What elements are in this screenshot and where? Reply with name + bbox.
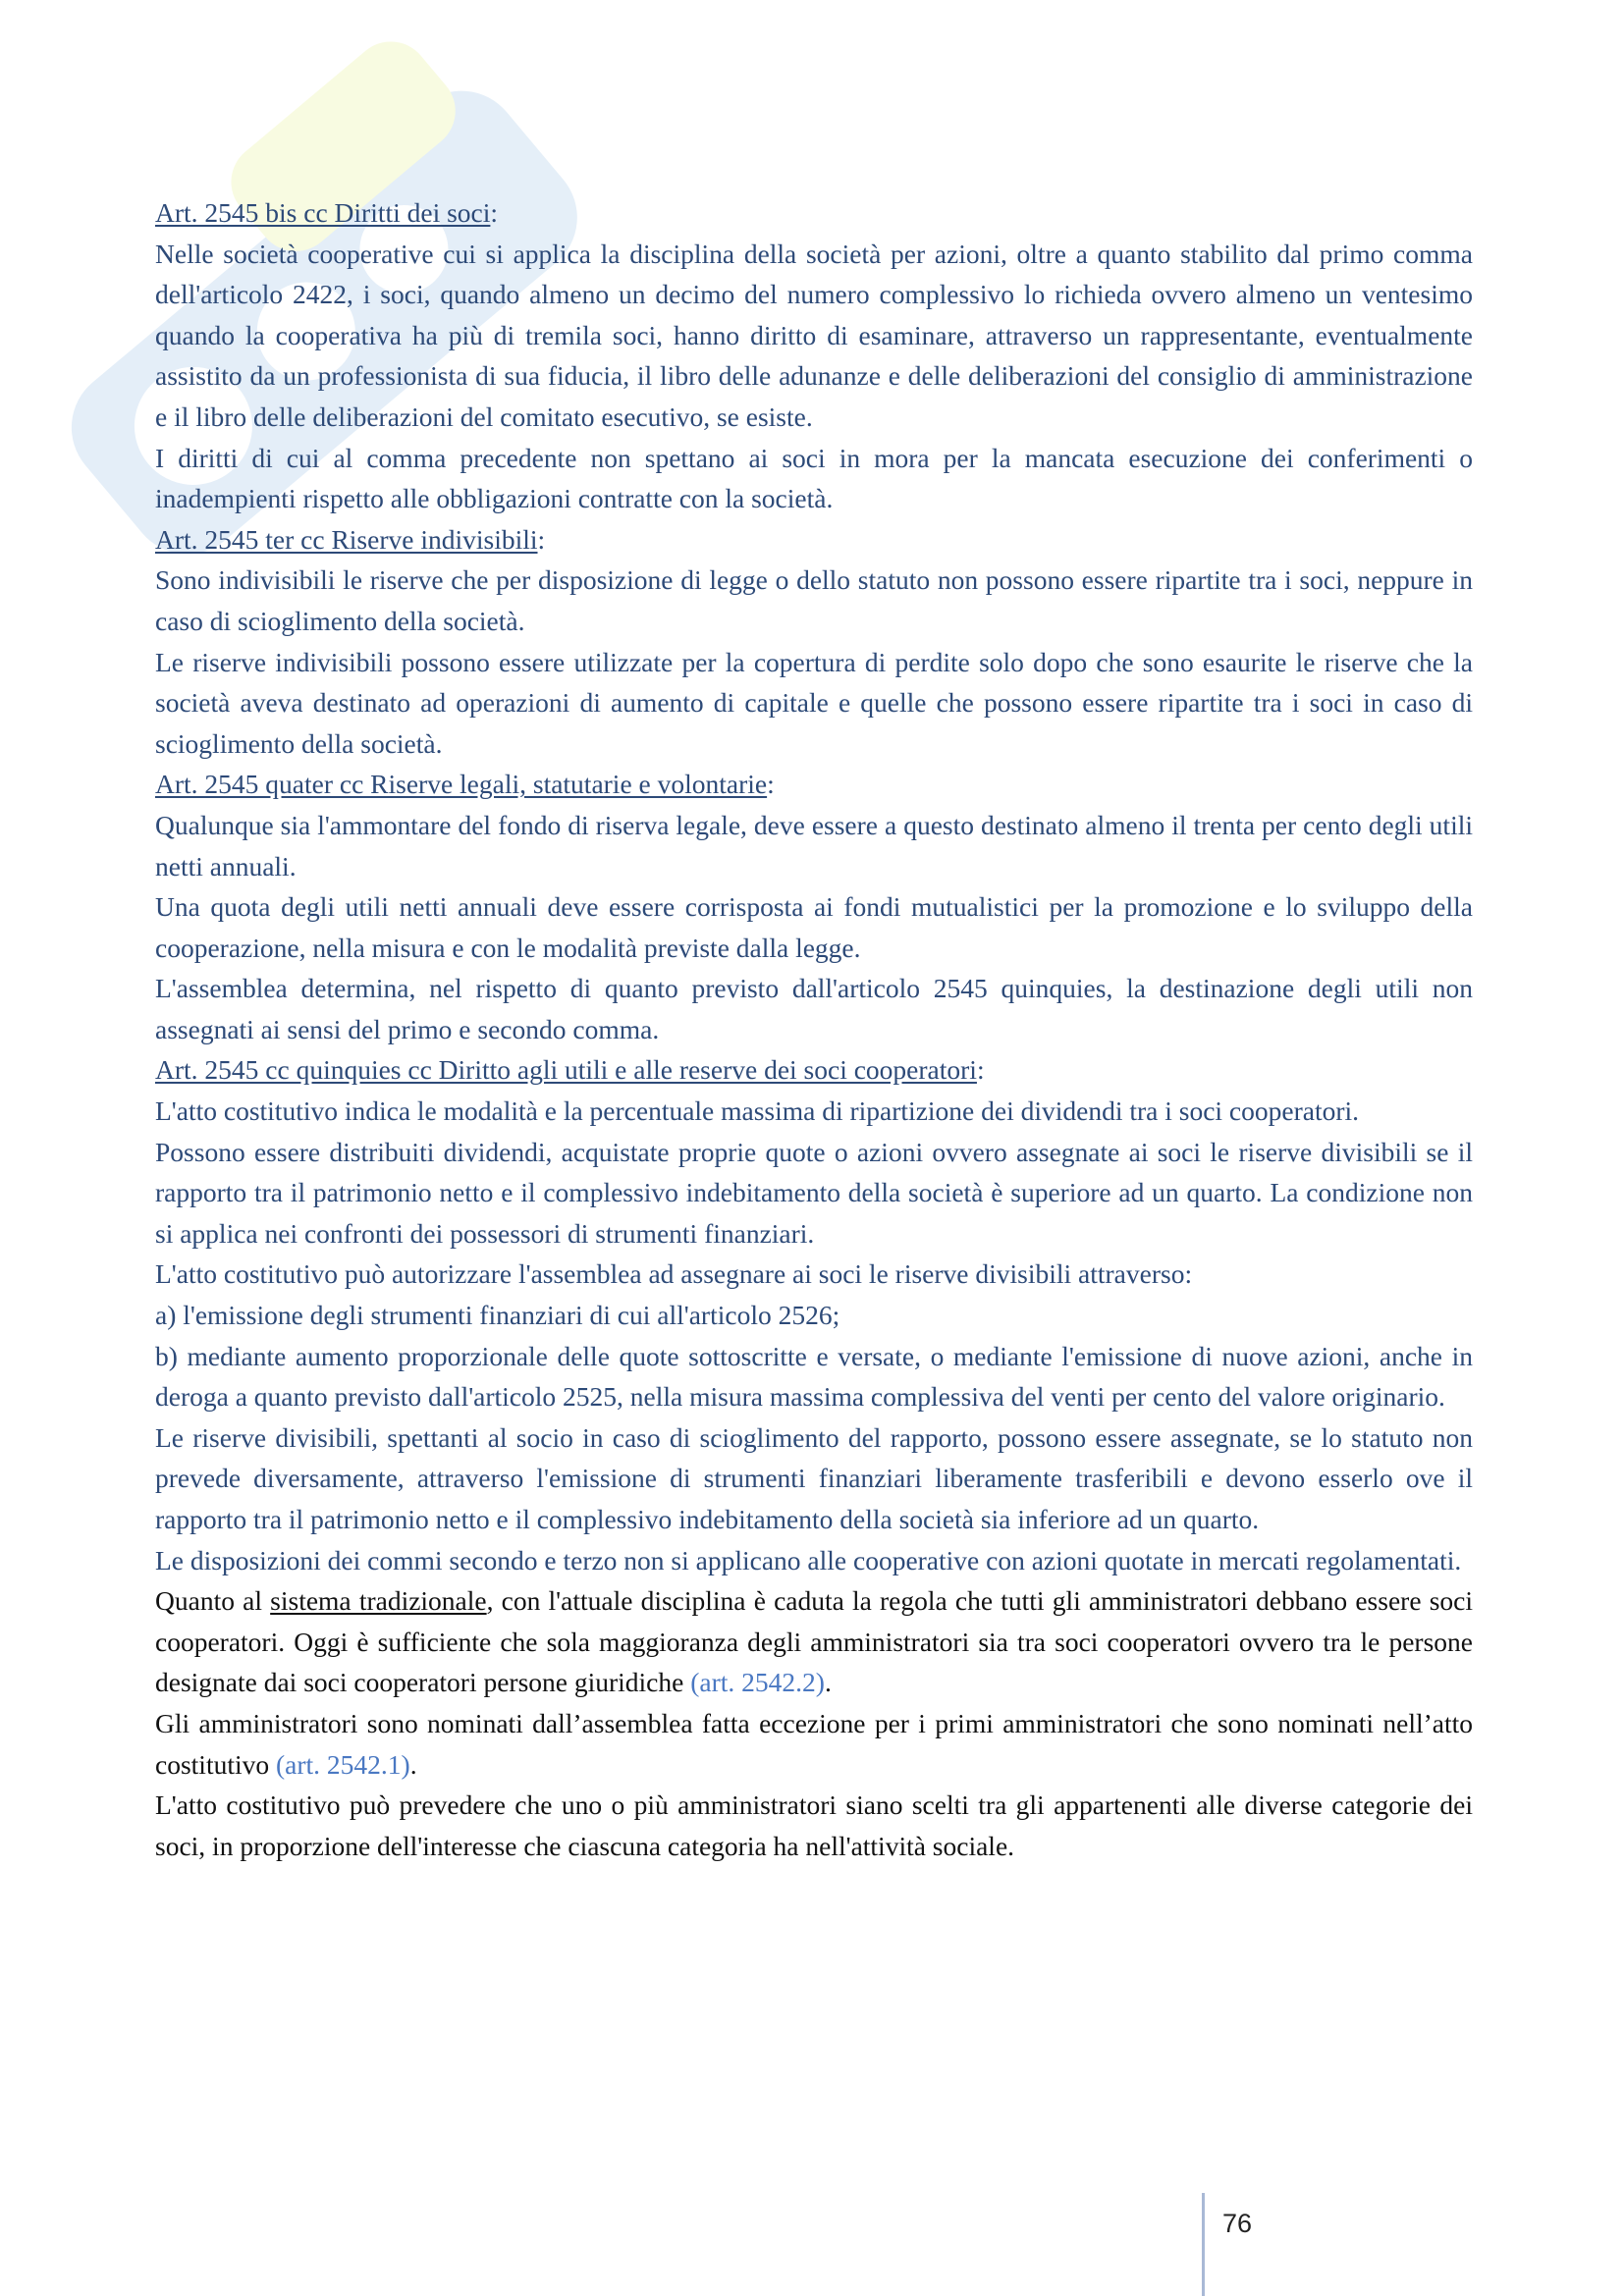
commentary-paragraph: Quanto al sistema tradizionale, con l'attuale disciplina è caduta la regola che tutti gli amministratori debbano essere soci cooperatori. Oggi è sufficiente che sola maggioranza degli amministratori sia tra soci cooperatori ovvero tra le persone designate dai soci cooperatori persone giuridiche (art. 2542.2). [155,1585,1473,1698]
art-2545-bis-heading: Art. 2545 bis cc Diritti dei soci: [155,197,499,228]
article-reference: (art. 2542.2) [690,1667,825,1698]
paragraph: Le riserve indivisibili possono essere utilizzate per la copertura di perdite solo dopo che sono esaurite le riserve che la società aveva destinato ad operazioni di aumento di capitale e quelle che possono essere ripartite tra i soci in caso di scioglimento della società. [155,646,1473,759]
heading-text: Art. 2545 cc quinquies cc Diritto agli utili e alle reserve dei soci cooperatori [155,1054,977,1086]
paragraph: Nelle società cooperative cui si applica la disciplina della società per azioni, oltre a quanto stabilito dal primo comma dell'articolo 2422, i soci, quando almeno un decimo del numero complessivo lo richieda ovvero almeno un ventesimo quando la cooperativa ha più di tremila soci, hanno diritto di esaminare, attraverso un rappresentante, eventualmente assistito da un professionista di sua fiducia, il libro delle adunanze e delle deliberazioni del consiglio di amministrazione e il libro delle deliberazioni del comitato esecutivo, se esiste. [155,238,1473,432]
paragraph: L'atto costitutivo può autorizzare l'assemblea ad assegnare ai soci le riserve divisibili attraverso: [155,1258,1193,1290]
paragraph: Qualunque sia l'ammontare del fondo di riserva legale, deve essere a questo destinato almeno il trenta per cento degli utili netti annuali. [155,809,1473,881]
heading-text: Art. 2545 bis cc Diritti dei soci [155,197,491,228]
art-2545-quater-heading: Art. 2545 quater cc Riserve legali, statutarie e volontarie: [155,769,775,800]
list-item: a) l'emissione degli strumenti finanziari di cui all'articolo 2526; [155,1300,840,1331]
commentary-paragraph: L'atto costitutivo può prevedere che uno o più amministratori siano scelti tra gli appartenenti alle diverse categorie dei soci, in proporzione dell'interesse che ciascuna categoria ha nell'attività sociale. [155,1789,1473,1861]
article-reference: (art. 2542.1) [276,1748,410,1780]
paragraph: Possono essere distribuiti dividendi, acquistate proprie quote o azioni ovvero assegnate ai soci le riserve divisibili se il rapporto tra il patrimonio netto e il complessivo indebitamento della società è superiore ad un quarto. La condizione non si applica nei confronti dei possessori di strumenti finanziari. [155,1136,1473,1249]
commentary-paragraph: Gli amministratori sono nominati dall’assemblea fatta eccezione per i primi amministratori che sono nominati nell’atto costitutivo (art. 2542.1). [155,1707,1473,1780]
paragraph: I diritti di cui al comma precedente non spettano ai soci in mora per la mancata esecuzione dei conferimenti o inadempienti rispetto alle obbligazioni contratte con la società. [155,442,1473,514]
underlined-term: sistema tradizionale [270,1585,487,1617]
paragraph: L'assemblea determina, nel rispetto di quanto previsto dall'articolo 2545 quinquies, la destinazione degli utili non assegnati ai sensi del primo e secondo comma. [155,973,1473,1044]
paragraph: Sono indivisibili le riserve che per disposizione di legge o dello statuto non possono essere ripartite tra i soci, neppure in caso di scioglimento della società. [155,564,1473,636]
page-footer [1202,2193,1253,2296]
list-item: b) mediante aumento proporzionale delle quote sottoscritte e versate, o mediante l'emissione di nuove azioni, anche in deroga a quanto previsto dall'articolo 2525, nella misura massima complessiva del venti per cento del valore originario. [155,1340,1473,1413]
heading-text: Art. 2545 quater cc Riserve legali, statutarie e volontarie [155,769,768,800]
paragraph: Le disposizioni dei commi secondo e terzo non si applicano alle cooperative con azioni quotate in mercati regolamentati. [155,1544,1462,1575]
art-2545-quinquies-heading: Art. 2545 cc quinquies cc Diritto agli utili e alle reserve dei soci cooperatori: [155,1054,985,1086]
heading-text: Art. 2545 ter cc Riserve indivisibili [155,523,538,555]
paragraph: Una quota degli utili netti annuali deve essere corrisposta ai fondi mutualistici per la promozione e lo sviluppo della cooperazione, nella misura e con le modalità previste dalla legge. [155,891,1473,963]
document-body [155,192,1473,1866]
page-number: 76 [1222,2209,1253,2238]
paragraph: Le riserve divisibili, spettanti al socio in caso di scioglimento del rapporto, possono essere assegnate, se lo statuto non prevede diversamente, attraverso l'emissione di strumenti finanziari liberamente trasferibili e devono esserlo ove il rapporto tra il patrimonio netto e il complessivo indebitamento della società sia inferiore ad un quarto. [155,1421,1473,1534]
paragraph: L'atto costitutivo indica le modalità e la percentuale massima di ripartizione dei dividendi tra i soci cooperatori. [155,1095,1360,1127]
art-2545-ter-heading: Art. 2545 ter cc Riserve indivisibili: [155,523,546,555]
